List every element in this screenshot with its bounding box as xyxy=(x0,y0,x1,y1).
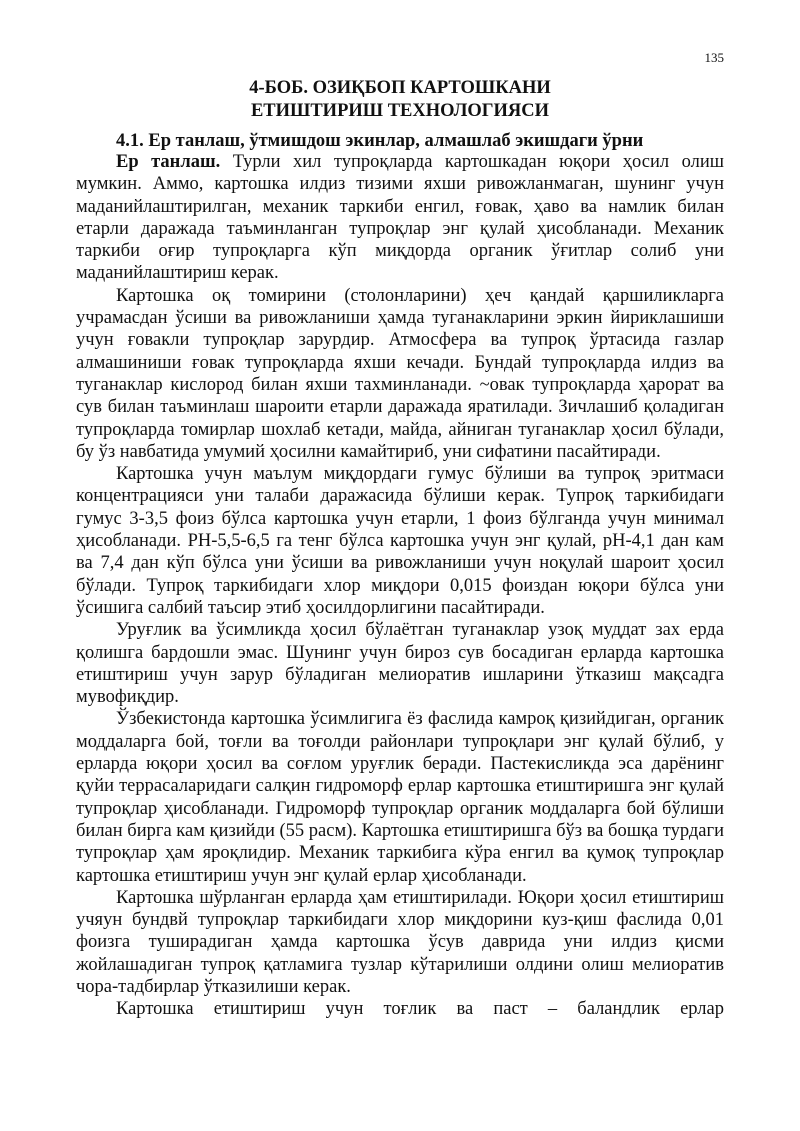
chapter-title xyxy=(76,77,724,123)
paragraph-1-term: Ер танлаш. xyxy=(116,152,221,172)
section-heading: 4.1. Ер танлаш, ўтмишдош экинлар, алмашлаб экишдаги ўрни xyxy=(116,131,644,151)
page-number: 135 xyxy=(704,50,724,65)
paragraph-5: Ўзбекистонда картошка ўсимлигига ёз фаслида камроқ қизийдиган, органик моддаларга бой, тоғли ва тоғолди районлари тупроқлари энг қулай бўлиб, у ерларда юқори ҳосил ва соғлом уруғлик беради. Пастекисликда эса дарёнинг қуйи террасаларидаги салқин гидроморф ерлар картошка етиштиришга энг қулай тупроқлар ҳисобланади. Гидроморф тупроқлар органик моддаларга бой бўлиши билан бирга кам қизийди (55 расм). Картошка етиштиришга бўз ва бошқа турдаги тупроқлар ҳам яроқлидир. Механик таркибига кўра енгил ва қумоқ тупроқлар картошка етиштириш учун энг қулай ерлар ҳисобланади. xyxy=(76,709,724,886)
paragraph-7: Картошка етиштириш учун тоғлик ва паст – баландлик ерлар xyxy=(116,999,724,1020)
chapter-title-line-1: 4-БОБ. ОЗИҚБОП КАРТОШКАНИ xyxy=(249,78,551,98)
paragraph-6: Картошка шўрланган ерларда ҳам етиштирилади. Юқори ҳосил етиштириш учяун бундвй тупроқлар таркибидаги хлор миқдорини куз-қиш фаслида 0,01 фоизга туширадиган ҳамда картошка ўсув даврида уни илдиз қисми жойлашадиган тупроқ қатламига тузлар кўтарилиши олдини олиш мелиоратив чора-тадбирлар ўтказилиши керак. xyxy=(76,887,724,997)
paragraph-1-text: Турли хил тупроқларда картошкадан юқори ҳосил олиш мумкин. Аммо, картошка илдиз тизими яхши ривожланмаган, шунинг учун маданийлаштирилган, механик таркиби енгил, ғовак, ҳаво ва намлик билан етарли даражада таъминланган тупроқлар энг қулай ҳисобланади. Механик таркиби оғир тупроқларга кўп миқдорда органик ўғитлар солиб уни маданийлаштириш керак. xyxy=(76,152,724,284)
paragraph-4: Уруғлик ва ўсимликда ҳосил бўлаётган туганаклар узоқ муддат зах ерда қолишга бардошли эмас. Шунинг учун бироз сув босадиган ерларда картошка етиштириш учун зарур бўладиган мелиоратив ишларини ўтказиш мақсадга мувофиқдир. xyxy=(76,620,724,708)
body-text xyxy=(76,151,724,1021)
chapter-title-line-2: ЕТИШТИРИШ ТЕХНОЛОГИЯСИ xyxy=(250,101,550,121)
paragraph-3: Картошка учун маълум миқдордаги гумус бўлиши ва тупроқ эритмаси концентрацияси уни талаби даражасида бўлиши керак. Тупроқ таркибидаги гумус 3-3,5 фоиз бўлса картошка учун етарли, 1 фоиз бўлганда учун минимал ҳисобланади. РН-5,5-6,5 га тенг бўлса картошка учун энг қулай, рН-4,1 дан кам ва 7,4 дан кўп бўлса уни ўсиши ва ривожланиши учун ноқулай шароит ҳосил бўлади. Тупроқ таркибидаги хлор миқдори 0,015 фоиздан юқори бўлса уни ўсишига салбий таъсир этиб ҳосилдорлигини пасайтиради. xyxy=(76,464,724,618)
paragraph-2: Картошка оқ томирини (столонларини) ҳеч қандай қаршиликларга учрамасдан ўсиши ва ривожланиши ҳамда туганакларини эркин йириклашиши учун ғовакли тупроқлар зарурдир. Атмосфера ва тупроқ ўртасида газлар алмашиниши ғовак тупроқларда яхши кечади. Бундай тупроқларда илдиз ва туганаклар кислород билан яхши тахминланади. ~овак тупроқларда ҳарорат ва сув билан таъминлаш шароити етарли даражада яратилади. Зичлашиб қоладиган тупроқларда томирлар шохлаб кетади, майда, айниган туганаклар ҳосил бўлади, бу ўз навбатида умумий ҳосилни камайтириб, уни сифатини пасайтиради. xyxy=(76,285,724,462)
paragraph-1 xyxy=(76,151,724,285)
